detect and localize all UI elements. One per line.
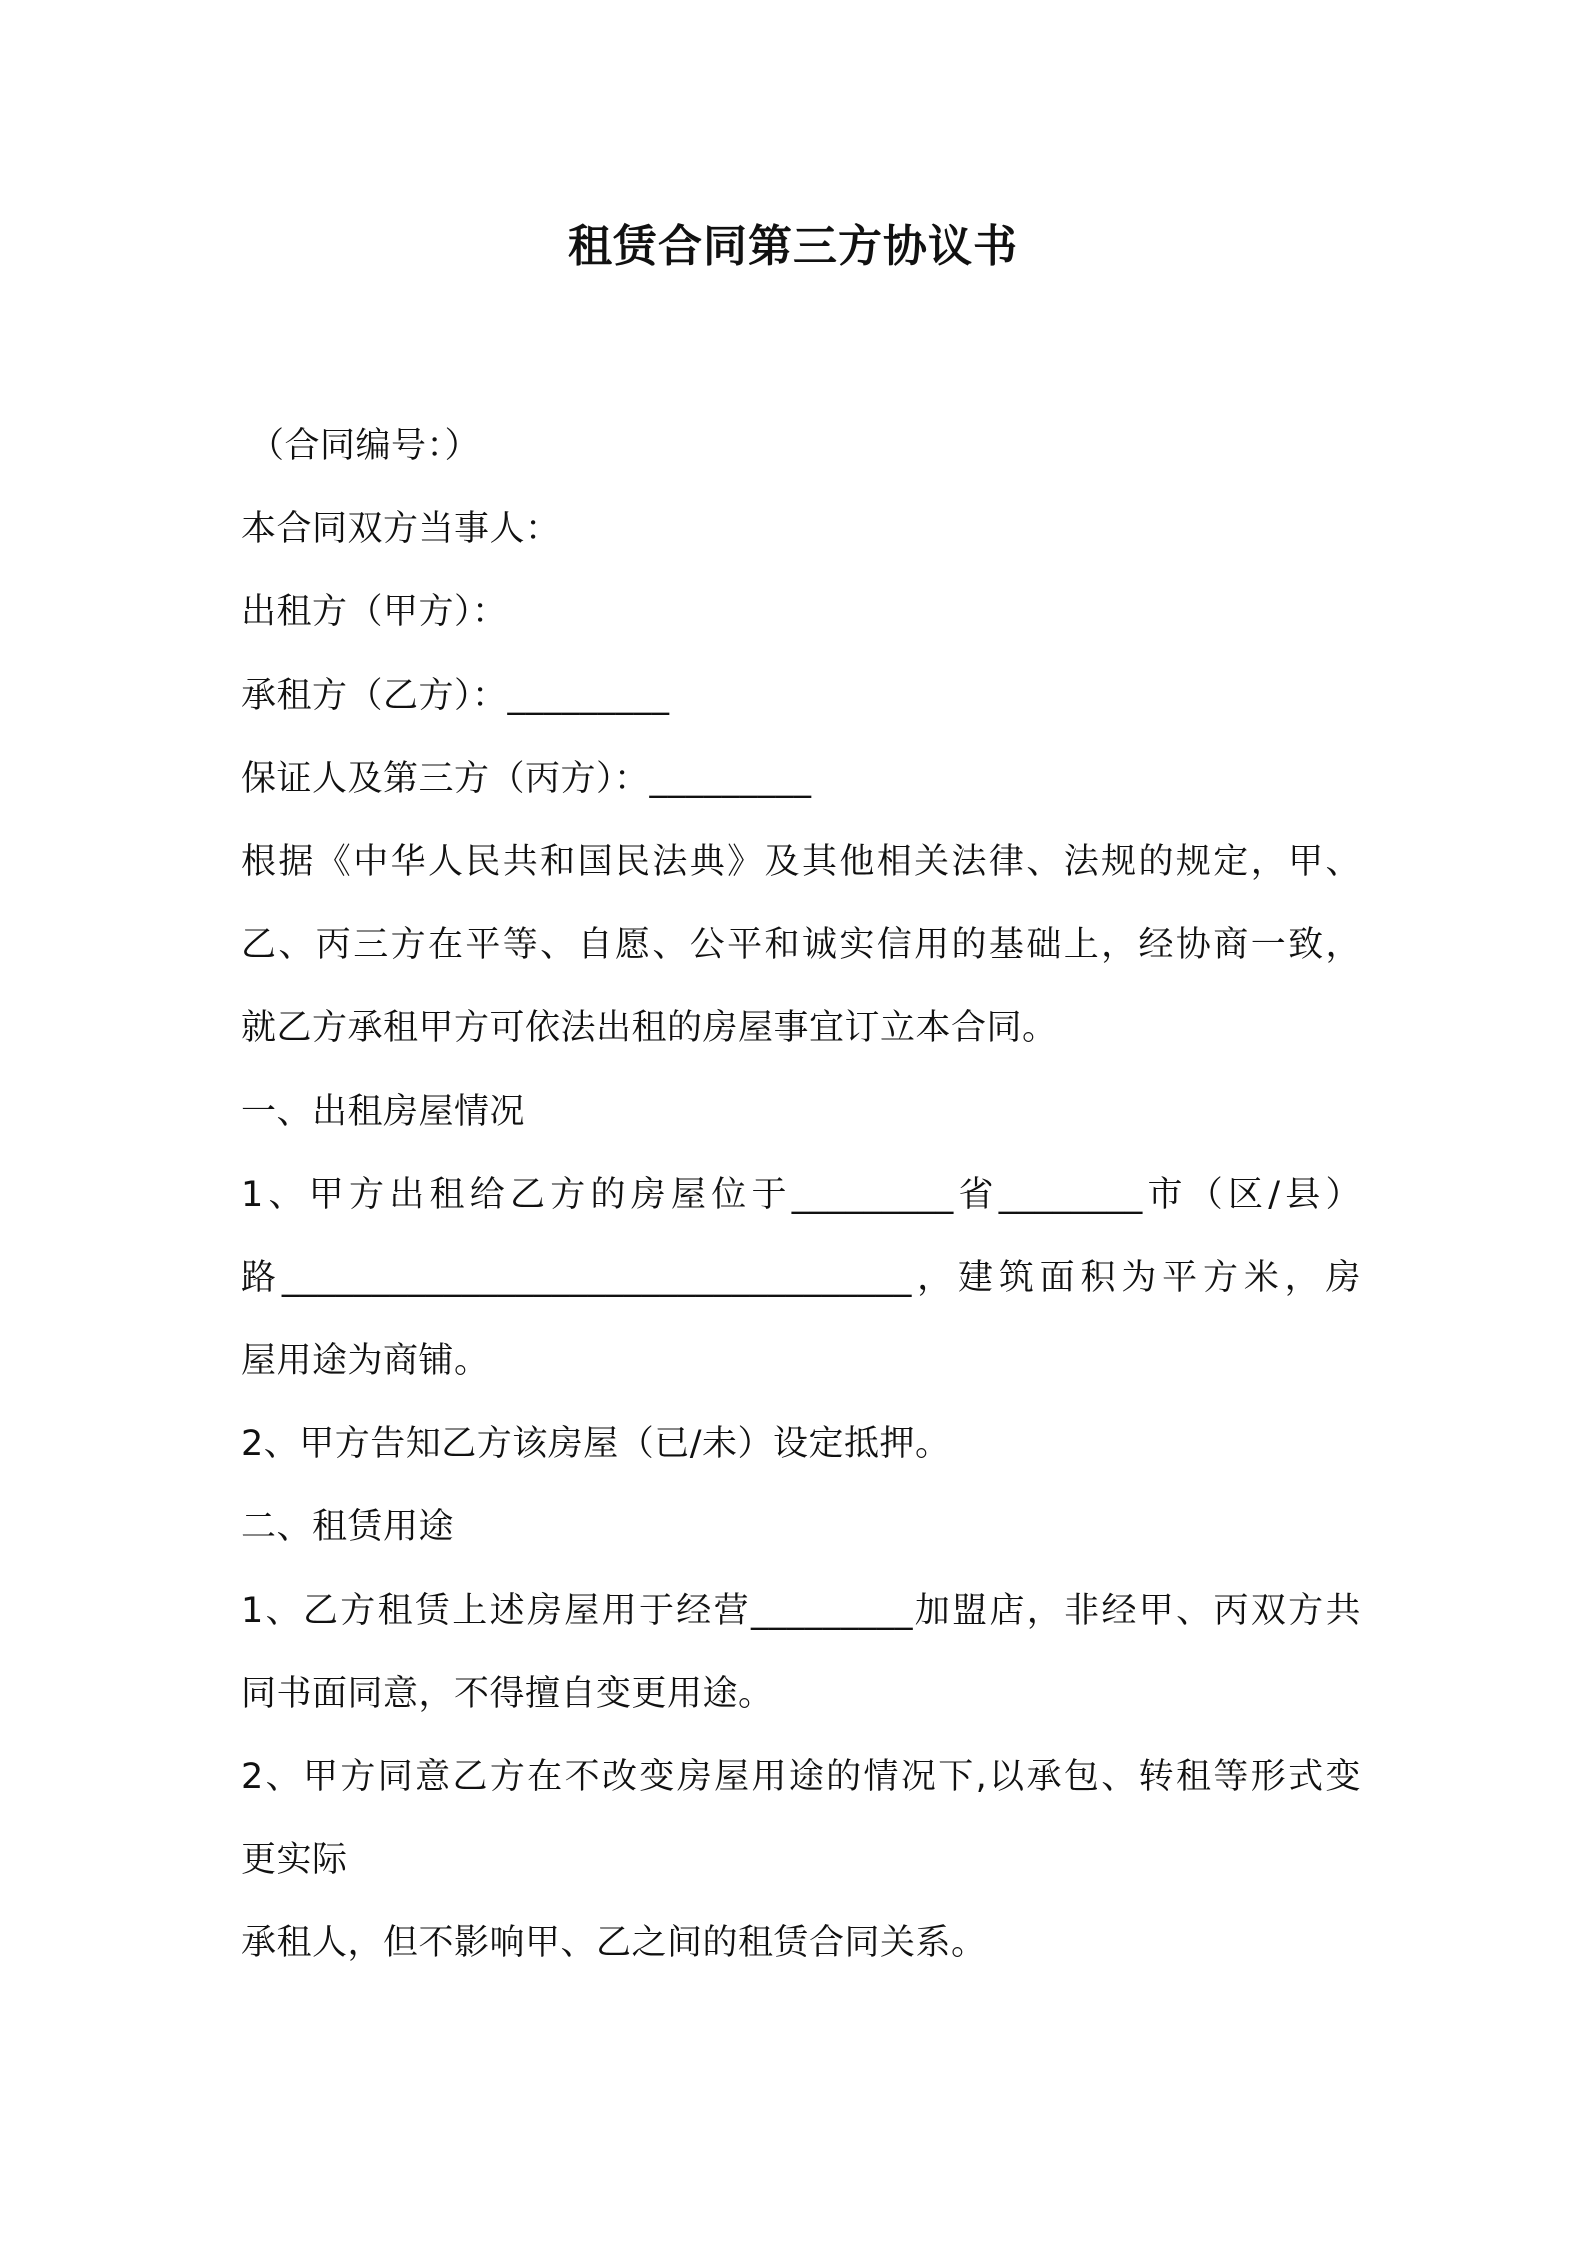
section-2-heading: 二、租赁用途 bbox=[241, 1507, 455, 1548]
guarantor-line: 保证人及第三方（丙方）：_________ bbox=[241, 758, 812, 799]
clause-2-2-line-2: 更实际 bbox=[241, 1840, 348, 1881]
clause-2-1-line-2: 同书面同意，不得擅自变更用途。 bbox=[241, 1673, 774, 1714]
lessee-line: 承租方（乙方）：_________ bbox=[241, 675, 670, 716]
clause-1-2: 2、甲方告知乙方该房屋（已/未）设定抵押。 bbox=[241, 1424, 951, 1465]
lessor-line: 出租方（甲方）： bbox=[241, 592, 508, 633]
clause-2-2-line-1: 2、甲方同意乙方在不改变房屋用途的情况下,以承包、转租等形式变 bbox=[241, 1757, 1361, 1797]
preamble-line-3: 就乙方承租甲方可依法出租的房屋事宜订立本合同。 bbox=[241, 1008, 1058, 1049]
document-body bbox=[241, 405, 1361, 1986]
preamble-line-1: 根据《中华人民共和国民法典》及其他相关法律、法规的规定，甲、 bbox=[241, 841, 1361, 882]
document-title: 租赁合同第三方协议书 bbox=[568, 221, 1018, 272]
clause-2-2-line-3: 承租人，但不影响甲、乙之间的租赁合同关系。 bbox=[241, 1923, 987, 1964]
clause-2-1-line-1: 1、乙方租赁上述房屋用于经营_________加盟店，非经甲、丙双方共 bbox=[241, 1590, 1361, 1631]
parties-heading: 本合同双方当事人： bbox=[241, 509, 561, 550]
clause-1-1-line-2: 路___________________________________，建筑面积为平方米，房 bbox=[241, 1257, 1361, 1298]
contract-number-line: （合同编号：） bbox=[249, 426, 481, 466]
clause-1-1-line-1: 1、甲方出租给乙方的房屋位于_________省________市（区/县） bbox=[241, 1174, 1361, 1215]
preamble-line-2: 乙、丙三方在平等、自愿、公平和诚实信用的基础上，经协商一致， bbox=[241, 925, 1361, 966]
clause-1-1-line-3: 屋用途为商铺。 bbox=[241, 1341, 490, 1382]
section-1-heading: 一、出租房屋情况 bbox=[241, 1091, 526, 1132]
